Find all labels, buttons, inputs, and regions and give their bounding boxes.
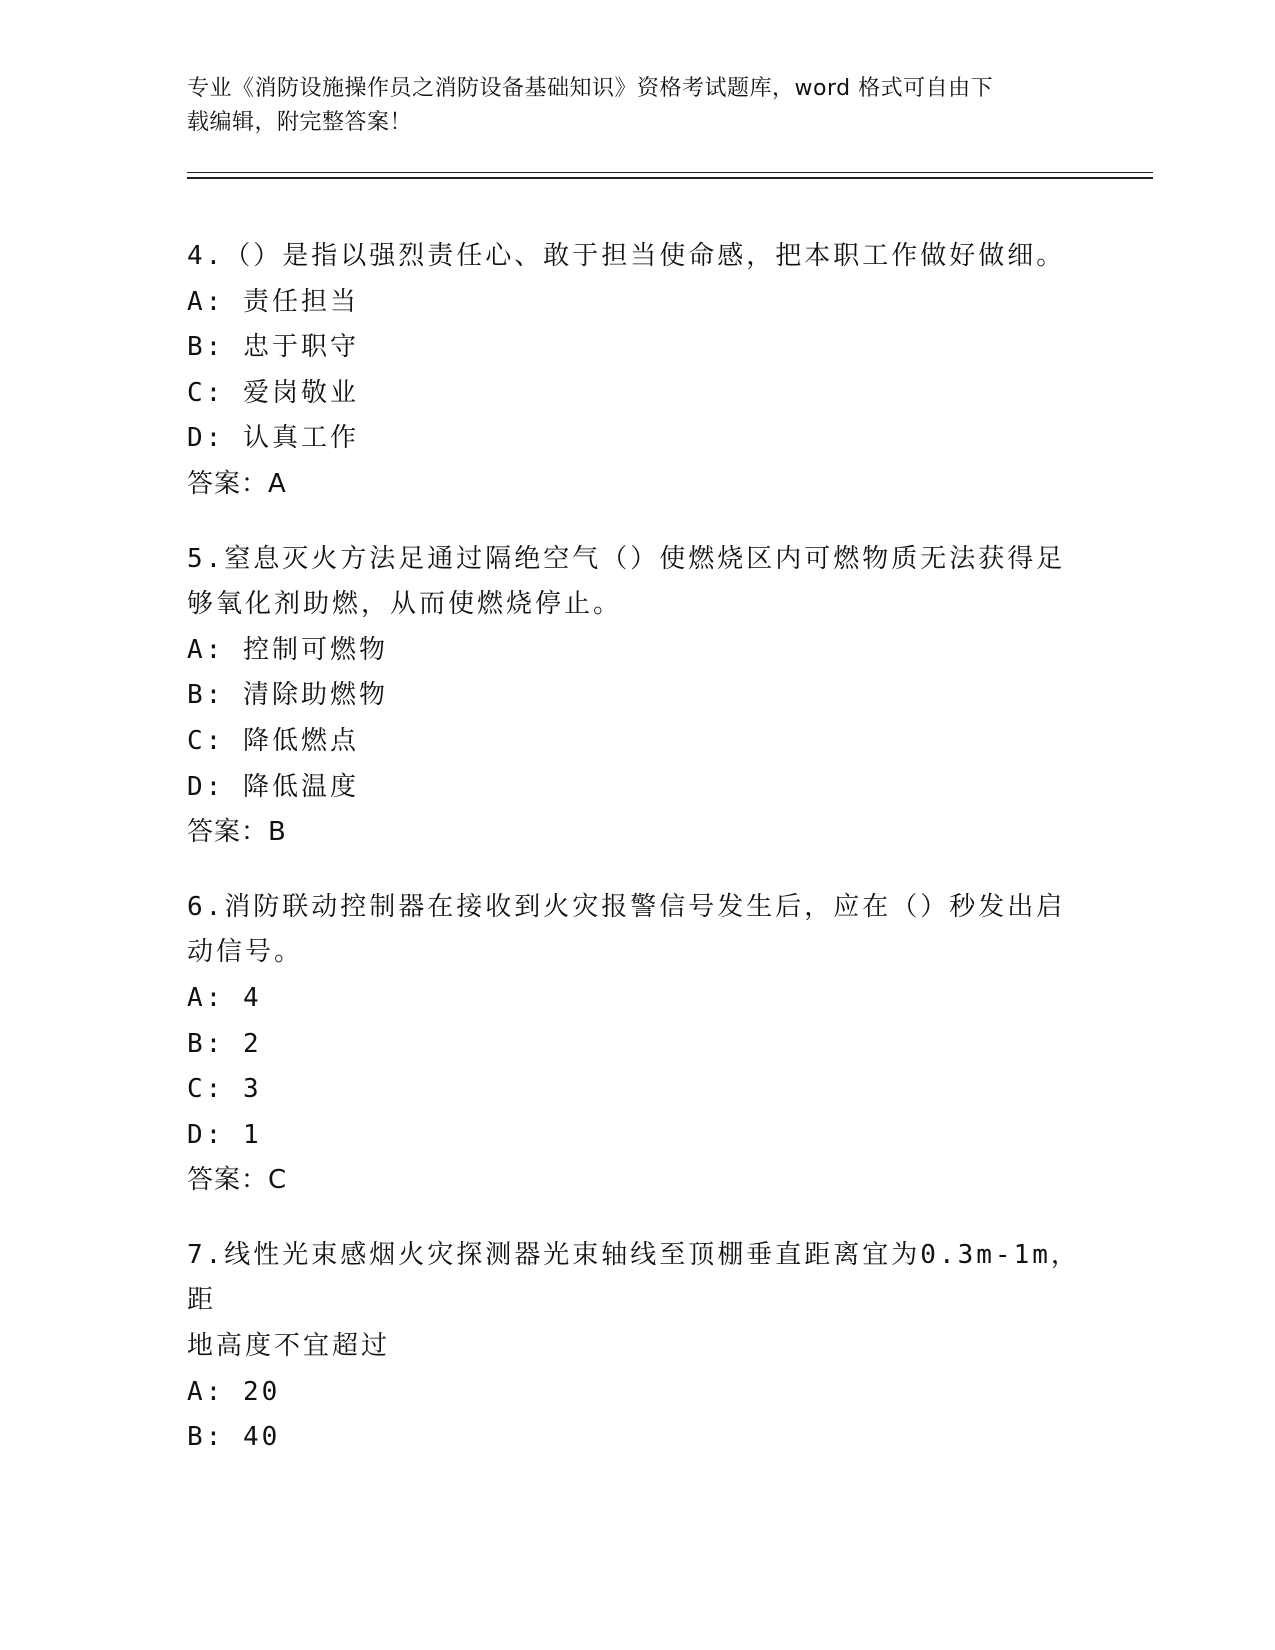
question-stem-line-2: 动信号。 <box>187 937 304 968</box>
option-d: D: 认真工作 <box>187 423 359 454</box>
header-line-1: 专业《消防设施操作员之消防设备基础知识》资格考试题库，word 格式可自由下 <box>187 76 994 101</box>
option-b: B: 40 <box>187 1422 281 1453</box>
question-stem-line-2: 地高度不宜超过 <box>187 1331 391 1362</box>
header-divider-thick <box>187 177 1153 179</box>
option-b: B: 清除助燃物 <box>187 680 388 711</box>
option-b: B: 2 <box>187 1028 262 1059</box>
question-stem-line-1: 6.消防联动控制器在接收到火灾报警信号发生后，应在（）秒发出启 <box>187 891 1066 922</box>
question-list <box>187 234 1087 1490</box>
question-5 <box>187 537 1087 856</box>
document-header <box>187 72 1067 140</box>
header-divider-thin <box>187 172 1153 173</box>
answer-line: 答案：A <box>187 468 287 499</box>
question-stem-line-1: 5.窒息灭火方法足通过隔绝空气（）使燃烧区内可燃物质无法获得足 <box>187 543 1066 574</box>
header-line-2: 载编辑，附完整答案！ <box>187 110 413 135</box>
option-d: D: 1 <box>187 1119 262 1150</box>
option-c: C: 3 <box>187 1074 262 1105</box>
answer-line: 答案：C <box>187 1165 288 1196</box>
question-stem: 4.（）是指以强烈责任心、敢于担当使命感，把本职工作做好做细。 <box>187 241 1066 271</box>
option-c: C: 降低燃点 <box>187 725 359 756</box>
question-4 <box>187 234 1087 508</box>
option-a: A: 责任担当 <box>187 286 359 317</box>
question-7 <box>187 1233 1087 1461</box>
question-stem-line-1: 7.线性光束感烟火灾探测器光束轴线至顶棚垂直距离宜为0.3m-1m，距 <box>187 1239 1080 1316</box>
option-a: A: 控制可燃物 <box>187 634 388 665</box>
answer-line: 答案：B <box>187 817 287 848</box>
option-a: A: 20 <box>187 1376 281 1407</box>
option-d: D: 降低温度 <box>187 771 359 802</box>
question-stem-line-2: 够氧化剂助燃，从而使燃烧停止。 <box>187 589 623 620</box>
option-a: A: 4 <box>187 982 262 1013</box>
question-6 <box>187 885 1087 1204</box>
option-b: B: 忠于职守 <box>187 332 359 363</box>
option-c: C: 爱岗敬业 <box>187 377 359 408</box>
